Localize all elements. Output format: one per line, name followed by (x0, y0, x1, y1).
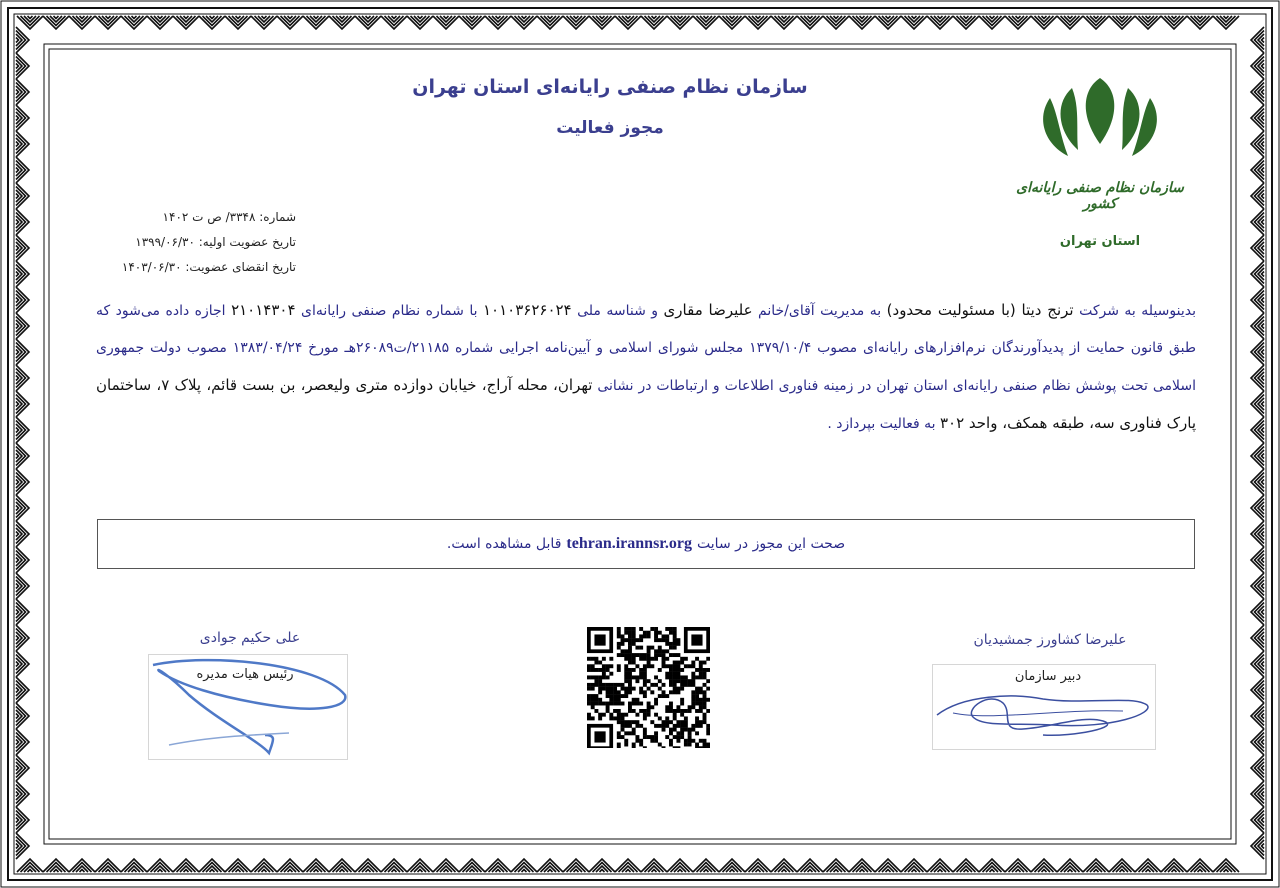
body-text-2: به مدیریت آقای/خانم (752, 303, 887, 319)
verify-url[interactable]: tehran.irannsr.org (566, 535, 693, 552)
logo-province: استان تهران (1059, 234, 1141, 249)
secretary-role: دبیر سازمان (1014, 669, 1082, 684)
chairman-role: رئیس هیات مدیره (196, 667, 294, 682)
manager-name: علیرضا مقاری (663, 301, 753, 319)
chairman-name: علی حکیم جوادی (199, 630, 301, 646)
verify-text-after: قابل مشاهده است. (446, 536, 562, 552)
body-text-4: با شماره نظام صنفی رایانه‌ای (295, 303, 483, 319)
qr-code[interactable] (587, 627, 710, 748)
body-text-5: اجازه داده می‌شود که طبق قانون حمایت از پدیدآورندگان نرم‌افزارهای رایانه‌ای مصوب ۱۳۷۹/۱۰/۴ مجلس شورای اسلامی و آیین‌نامه اجرایی شماره ۲۱۱۸۵/ت۲۶۰۸۹هـ مورخ ۱۳۸۳/۰۴/۲۴ مصوب دولت جمهوری اسلامی تحت پوشش نظام صنفی رایانه‌ای استان تهران در زمینه فناوری اطلاعات و ارتباطات در نشانی (96, 303, 1197, 394)
first-membership-date: تاریخ عضویت اولیه: ۱۳۹۹/۰۶/۳۰ (135, 235, 296, 249)
body-text-1: بدینوسیله به شرکت (1073, 303, 1196, 319)
address: تهران، محله آراج، خیابان دوازده متری ولیعصر، بن بست قائم، پلاک ۷، ساختمان پارک فناوری سه، طبقه همکف، واحد ۳۰۲ (96, 376, 1196, 432)
body-text-3: و شناسه ملی (571, 303, 664, 319)
logo-text: سازمان نظام صنفی رایانه‌ای کشور (1016, 180, 1184, 212)
membership-number: ۲۱۰۱۴۳۰۴ (231, 301, 296, 319)
doc-title: مجوز فعالیت (556, 118, 664, 138)
leaf-emblem-icon (1010, 70, 1190, 180)
org-logo (1010, 70, 1190, 249)
secretary-name: علیرضا کشاورز جمشیدیان (973, 632, 1127, 648)
signature-scribble-icon (933, 665, 1155, 749)
membership-expiry-date: تاریخ انقضای عضویت: ۱۴۰۳/۰۶/۳۰ (121, 260, 296, 274)
secretary-signature (932, 664, 1156, 750)
national-id: ۱۰۱۰۳۶۲۶۰۲۴ (482, 301, 572, 319)
chairman-signature (148, 654, 348, 760)
org-title: سازمان نظام صنفی رایانه‌ای استان تهران (412, 76, 808, 98)
verification-box (97, 519, 1195, 569)
body-text-6: به فعالیت بپردازد . (827, 416, 940, 432)
certificate-number: شماره: ۳۳۴۸/ ص ت ۱۴۰۲ (162, 210, 296, 224)
permit-body-text (96, 292, 1196, 443)
company-name: ترنج دیتا (با مسئولیت محدود) (886, 301, 1074, 319)
verify-text-before: صحت این مجوز در سایت (697, 536, 846, 552)
